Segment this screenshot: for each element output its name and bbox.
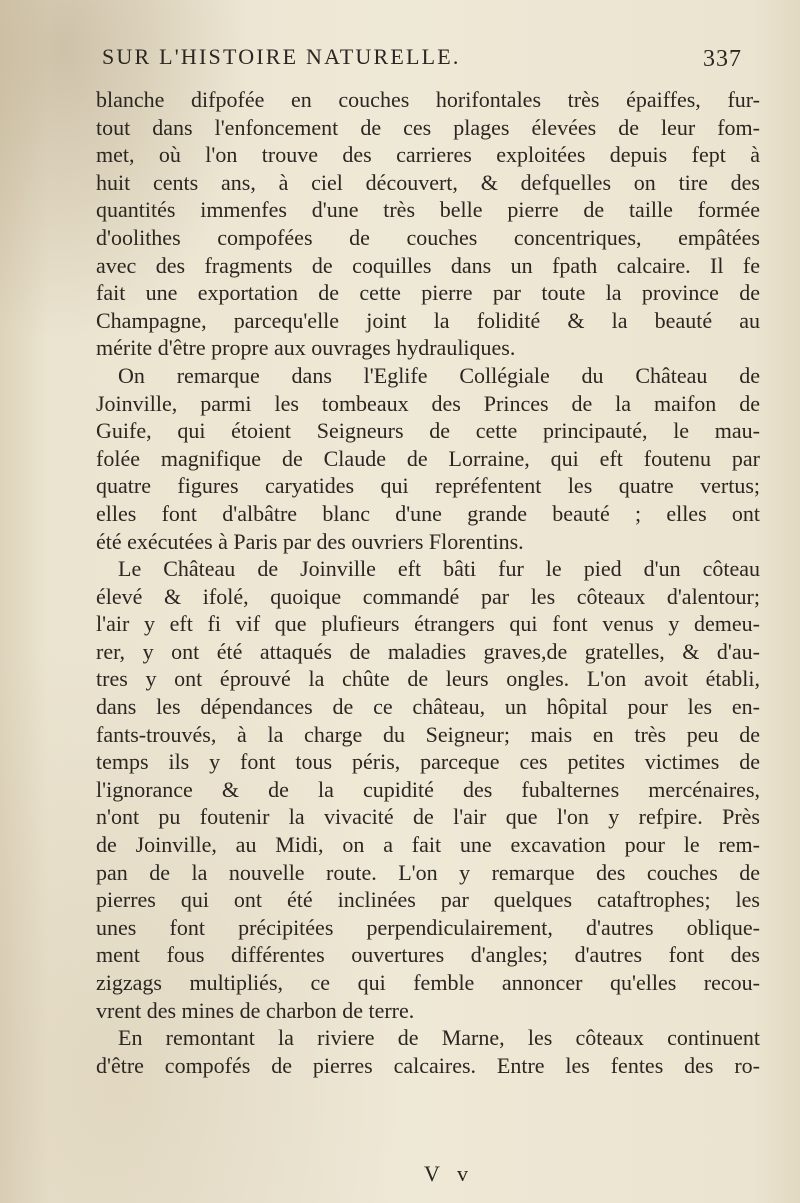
paragraph-4 [96, 1024, 760, 1079]
text-line: quantités immenfes d'une très belle pierre de taille formée [96, 197, 760, 223]
text-line: unes font précipitées perpendiculairement, d'autres oblique- [96, 914, 760, 940]
page-number: 337 [703, 46, 742, 72]
text-line: zigzags multipliés, ce qui femble annoncer qu'elles recou- [96, 970, 760, 995]
text-line: n'ont pu foutenir la vivacité de l'air que l'on y refpire. Près [96, 804, 760, 830]
text-line: de Joinville, au Midi, on a fait une excavation pour le rem- [96, 832, 760, 858]
body-text [96, 86, 760, 1079]
signature-mark: V v [424, 1161, 474, 1186]
text-line: rer, y ont été attaqués de maladies graves,de gratelles, & d'au- [96, 638, 760, 664]
text-line: quatre figures caryatides qui repréfentent les quatre vertus; [96, 473, 760, 499]
text-line: dans les dépendances de ce château, un hôpital pour les en- [96, 694, 760, 720]
text-line: huit cents ans, à ciel découvert, & defquelles on tire des [96, 169, 760, 195]
text-line: élevé & ifolé, quoique commandé par les côteaux d'alentour; [96, 583, 760, 609]
running-head: SUR L'HISTOIRE NATURELLE. [102, 44, 461, 69]
text-line: Le Château de Joinville eft bâti fur le pied d'un côteau [118, 556, 760, 582]
paragraph-2 [96, 362, 760, 555]
text-line: blanche difpofée en couches horifontales très épaiffes, fur- [96, 87, 760, 112]
text-line: pan de la nouvelle route. L'on y remarque des couches de [96, 859, 760, 885]
paragraph-1 [96, 86, 760, 362]
page-footer [0, 1161, 800, 1191]
text-line: l'air y eft fi vif que plufieurs étrangers qui font venus y demeu- [96, 611, 760, 637]
text-line: Champagne, parcequ'elle joint la folidité & la beauté au [96, 307, 760, 333]
text-line: On remarque dans l'Eglife Collégiale du Château de [118, 362, 760, 388]
text-line: met, où l'on trouve des carrieres exploitées depuis fept à [96, 142, 760, 168]
text-line: avec des fragments de coquilles dans un fpath calcaire. Il fe [96, 252, 760, 278]
text-line: tout dans l'enfoncement de ces plages élevées de leur fom- [96, 114, 760, 140]
text-line: Joinville, parmi les tombeaux des Princes de la maifon de [96, 390, 760, 416]
text-line: mérite d'être propre aux ouvrages hydrauliques. [96, 335, 516, 361]
text-line: été exécutées à Paris par des ouvriers Florentins. [96, 528, 524, 554]
text-line: elles font d'albâtre blanc d'une grande beauté ; elles ont [96, 500, 760, 526]
text-line: Guife, qui étoient Seigneurs de cette principauté, le mau- [96, 418, 760, 444]
text-line: ment fous différentes ouvertures d'angles; d'autres font des [96, 942, 760, 968]
paragraph-3 [96, 555, 760, 1024]
text-line: d'oolithes compofées de couches concentriques, empâtées [96, 224, 760, 250]
text-line: fait une exportation de cette pierre par toute la province de [96, 280, 760, 306]
text-line: folée magnifique de Claude de Lorraine, qui eft foutenu par [96, 445, 760, 471]
text-line: vrent des mines de charbon de terre. [96, 997, 415, 1023]
page-header [0, 44, 800, 84]
text-line: d'être compofés de pierres calcaires. Entre les fentes des ro- [96, 1052, 760, 1078]
text-line: l'ignorance & de la cupidité des fubalternes mercénaires, [96, 776, 760, 802]
text-line: fants-trouvés, à la charge du Seigneur; mais en très peu de [96, 721, 760, 747]
text-line: pierres qui ont été inclinées par quelques cataftrophes; les [96, 887, 760, 913]
text-line: temps ils y font tous péris, parceque ces petites victimes de [96, 749, 760, 775]
text-line: tres y ont éprouvé la chûte de leurs ongles. L'on avoit établi, [96, 666, 760, 692]
text-line: En remontant la riviere de Marne, les côteaux continuent [118, 1025, 760, 1051]
